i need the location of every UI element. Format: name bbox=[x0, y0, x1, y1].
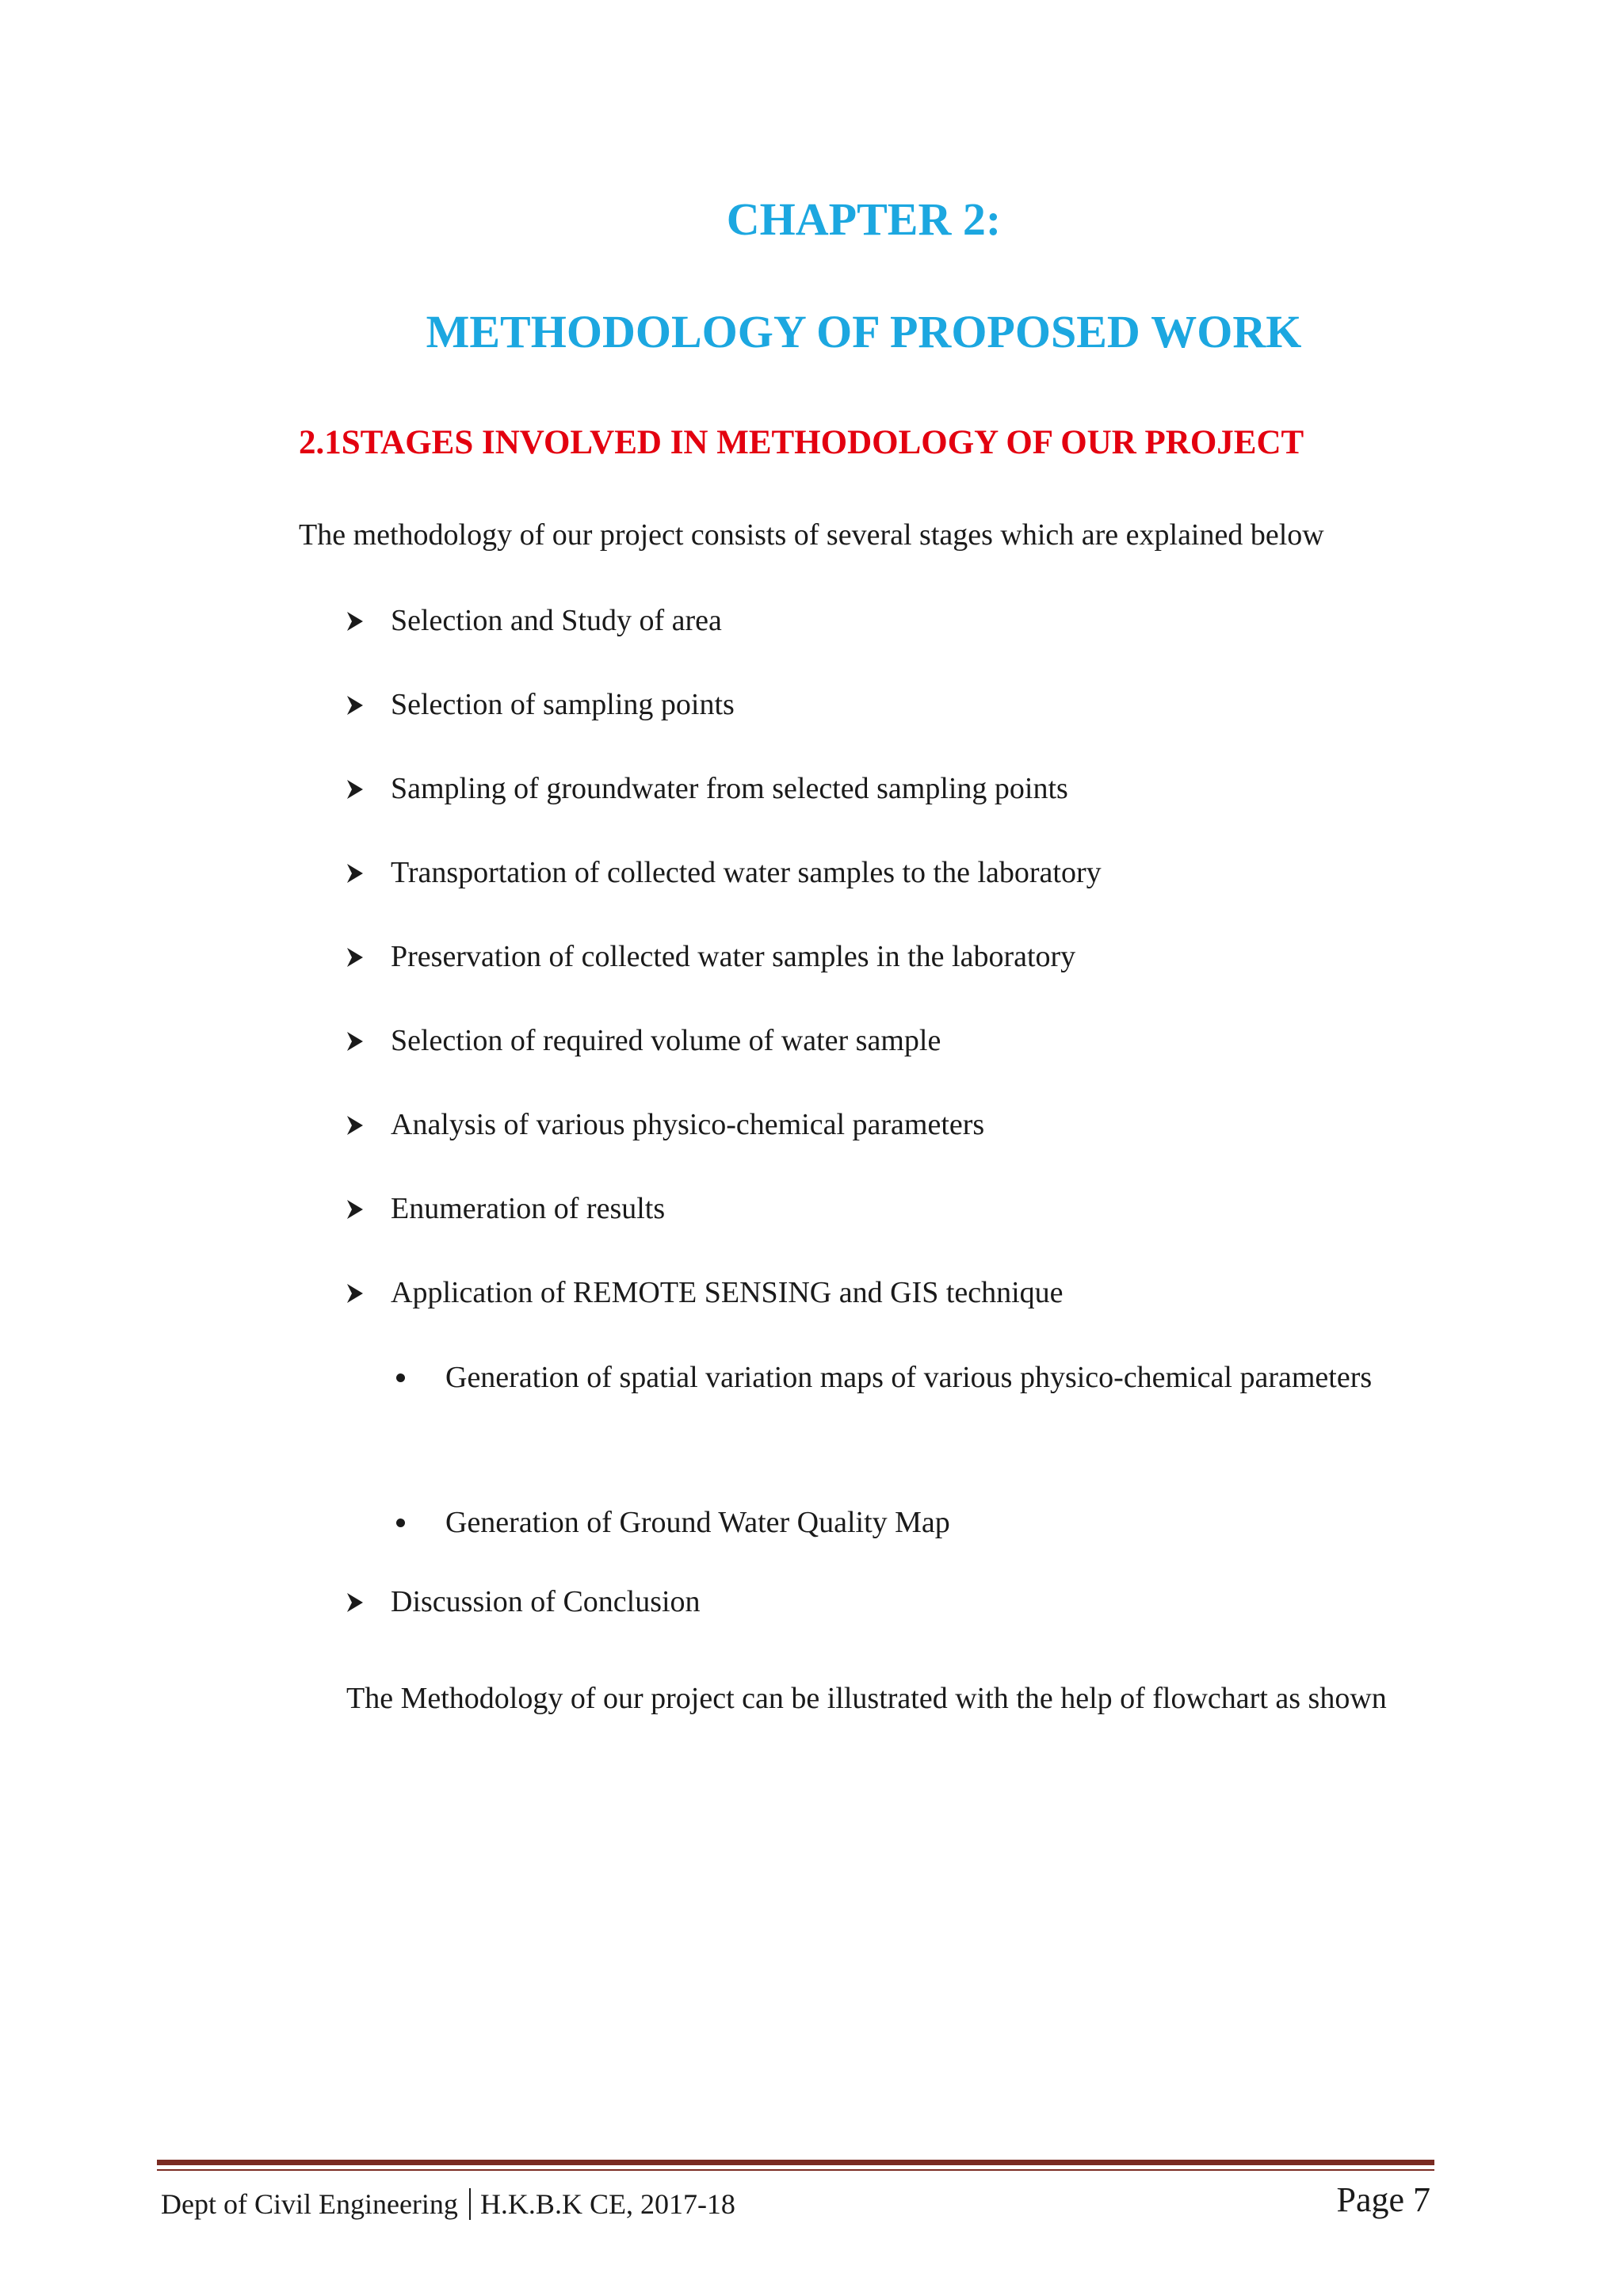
round-bullet-icon bbox=[396, 1519, 405, 1527]
list-item bbox=[346, 1587, 701, 1617]
list-item bbox=[346, 1278, 1064, 1308]
footer-institution: H.K.B.K CE, 2017-18 bbox=[479, 2188, 735, 2220]
list-item bbox=[346, 774, 1068, 804]
stage-label: Selection of required volume of water sample bbox=[391, 1024, 941, 1057]
arrow-bullet-icon bbox=[346, 1115, 364, 1136]
arrow-bullet-icon bbox=[346, 1283, 364, 1304]
list-item bbox=[346, 1194, 665, 1224]
sub-list-item bbox=[396, 1350, 1430, 1405]
stage-label: Transportation of collected water samples to the laboratory bbox=[391, 856, 1102, 889]
arrow-bullet-icon bbox=[346, 1031, 364, 1052]
chapter-title: CHAPTER 2: bbox=[726, 193, 1002, 245]
stage-label: Selection and Study of area bbox=[391, 604, 722, 637]
stage-label: Analysis of various physico-chemical parameters bbox=[391, 1108, 985, 1141]
section-heading: 2.1STAGES INVOLVED IN METHODOLOGY OF OUR PROJECT bbox=[299, 424, 1304, 461]
arrow-bullet-icon bbox=[346, 947, 364, 968]
arrow-bullet-icon bbox=[346, 1592, 364, 1613]
stage-label: Selection of sampling points bbox=[391, 688, 735, 721]
page-number: Page 7 bbox=[1336, 2180, 1430, 2219]
footer-rule-thin bbox=[157, 2169, 1434, 2171]
closing-paragraph: The Methodology of our project can be illustrated with the help of flowchart as shown bbox=[346, 1682, 1387, 1715]
stage-label: Application of REMOTE SENSING and GIS technique bbox=[391, 1276, 1064, 1309]
chapter-subtitle: METHODOLOGY OF PROPOSED WORK bbox=[426, 306, 1302, 357]
intro-paragraph: The methodology of our project consists of several stages which are explained below bbox=[299, 518, 1324, 552]
footer-rule bbox=[157, 2160, 1434, 2165]
list-item bbox=[346, 606, 722, 636]
list-item bbox=[346, 1026, 941, 1056]
arrow-bullet-icon bbox=[346, 695, 364, 716]
list-item bbox=[346, 858, 1102, 888]
stage-label: Enumeration of results bbox=[391, 1192, 666, 1225]
footer-department-name: Dept of Civil Engineering bbox=[161, 2188, 458, 2220]
footer-department bbox=[161, 2188, 735, 2220]
arrow-bullet-icon bbox=[346, 1199, 364, 1220]
list-item bbox=[346, 1110, 984, 1140]
stage-label: Preservation of collected water samples in the laboratory bbox=[391, 940, 1076, 973]
arrow-bullet-icon bbox=[346, 779, 364, 800]
stage-label: Discussion of Conclusion bbox=[391, 1585, 701, 1618]
stage-label: Sampling of groundwater from selected sampling points bbox=[391, 772, 1068, 805]
arrow-bullet-icon bbox=[346, 611, 364, 632]
list-item bbox=[346, 942, 1075, 972]
arrow-bullet-icon bbox=[346, 863, 364, 884]
sub-list-item bbox=[396, 1495, 1430, 1550]
sub-stage-label: Generation of Ground Water Quality Map bbox=[445, 1506, 950, 1539]
list-item bbox=[346, 690, 735, 720]
round-bullet-icon bbox=[396, 1373, 405, 1382]
footer-separator bbox=[469, 2188, 471, 2220]
sub-stage-label: Generation of spatial variation maps of various physico-chemical parameters bbox=[445, 1361, 1373, 1394]
